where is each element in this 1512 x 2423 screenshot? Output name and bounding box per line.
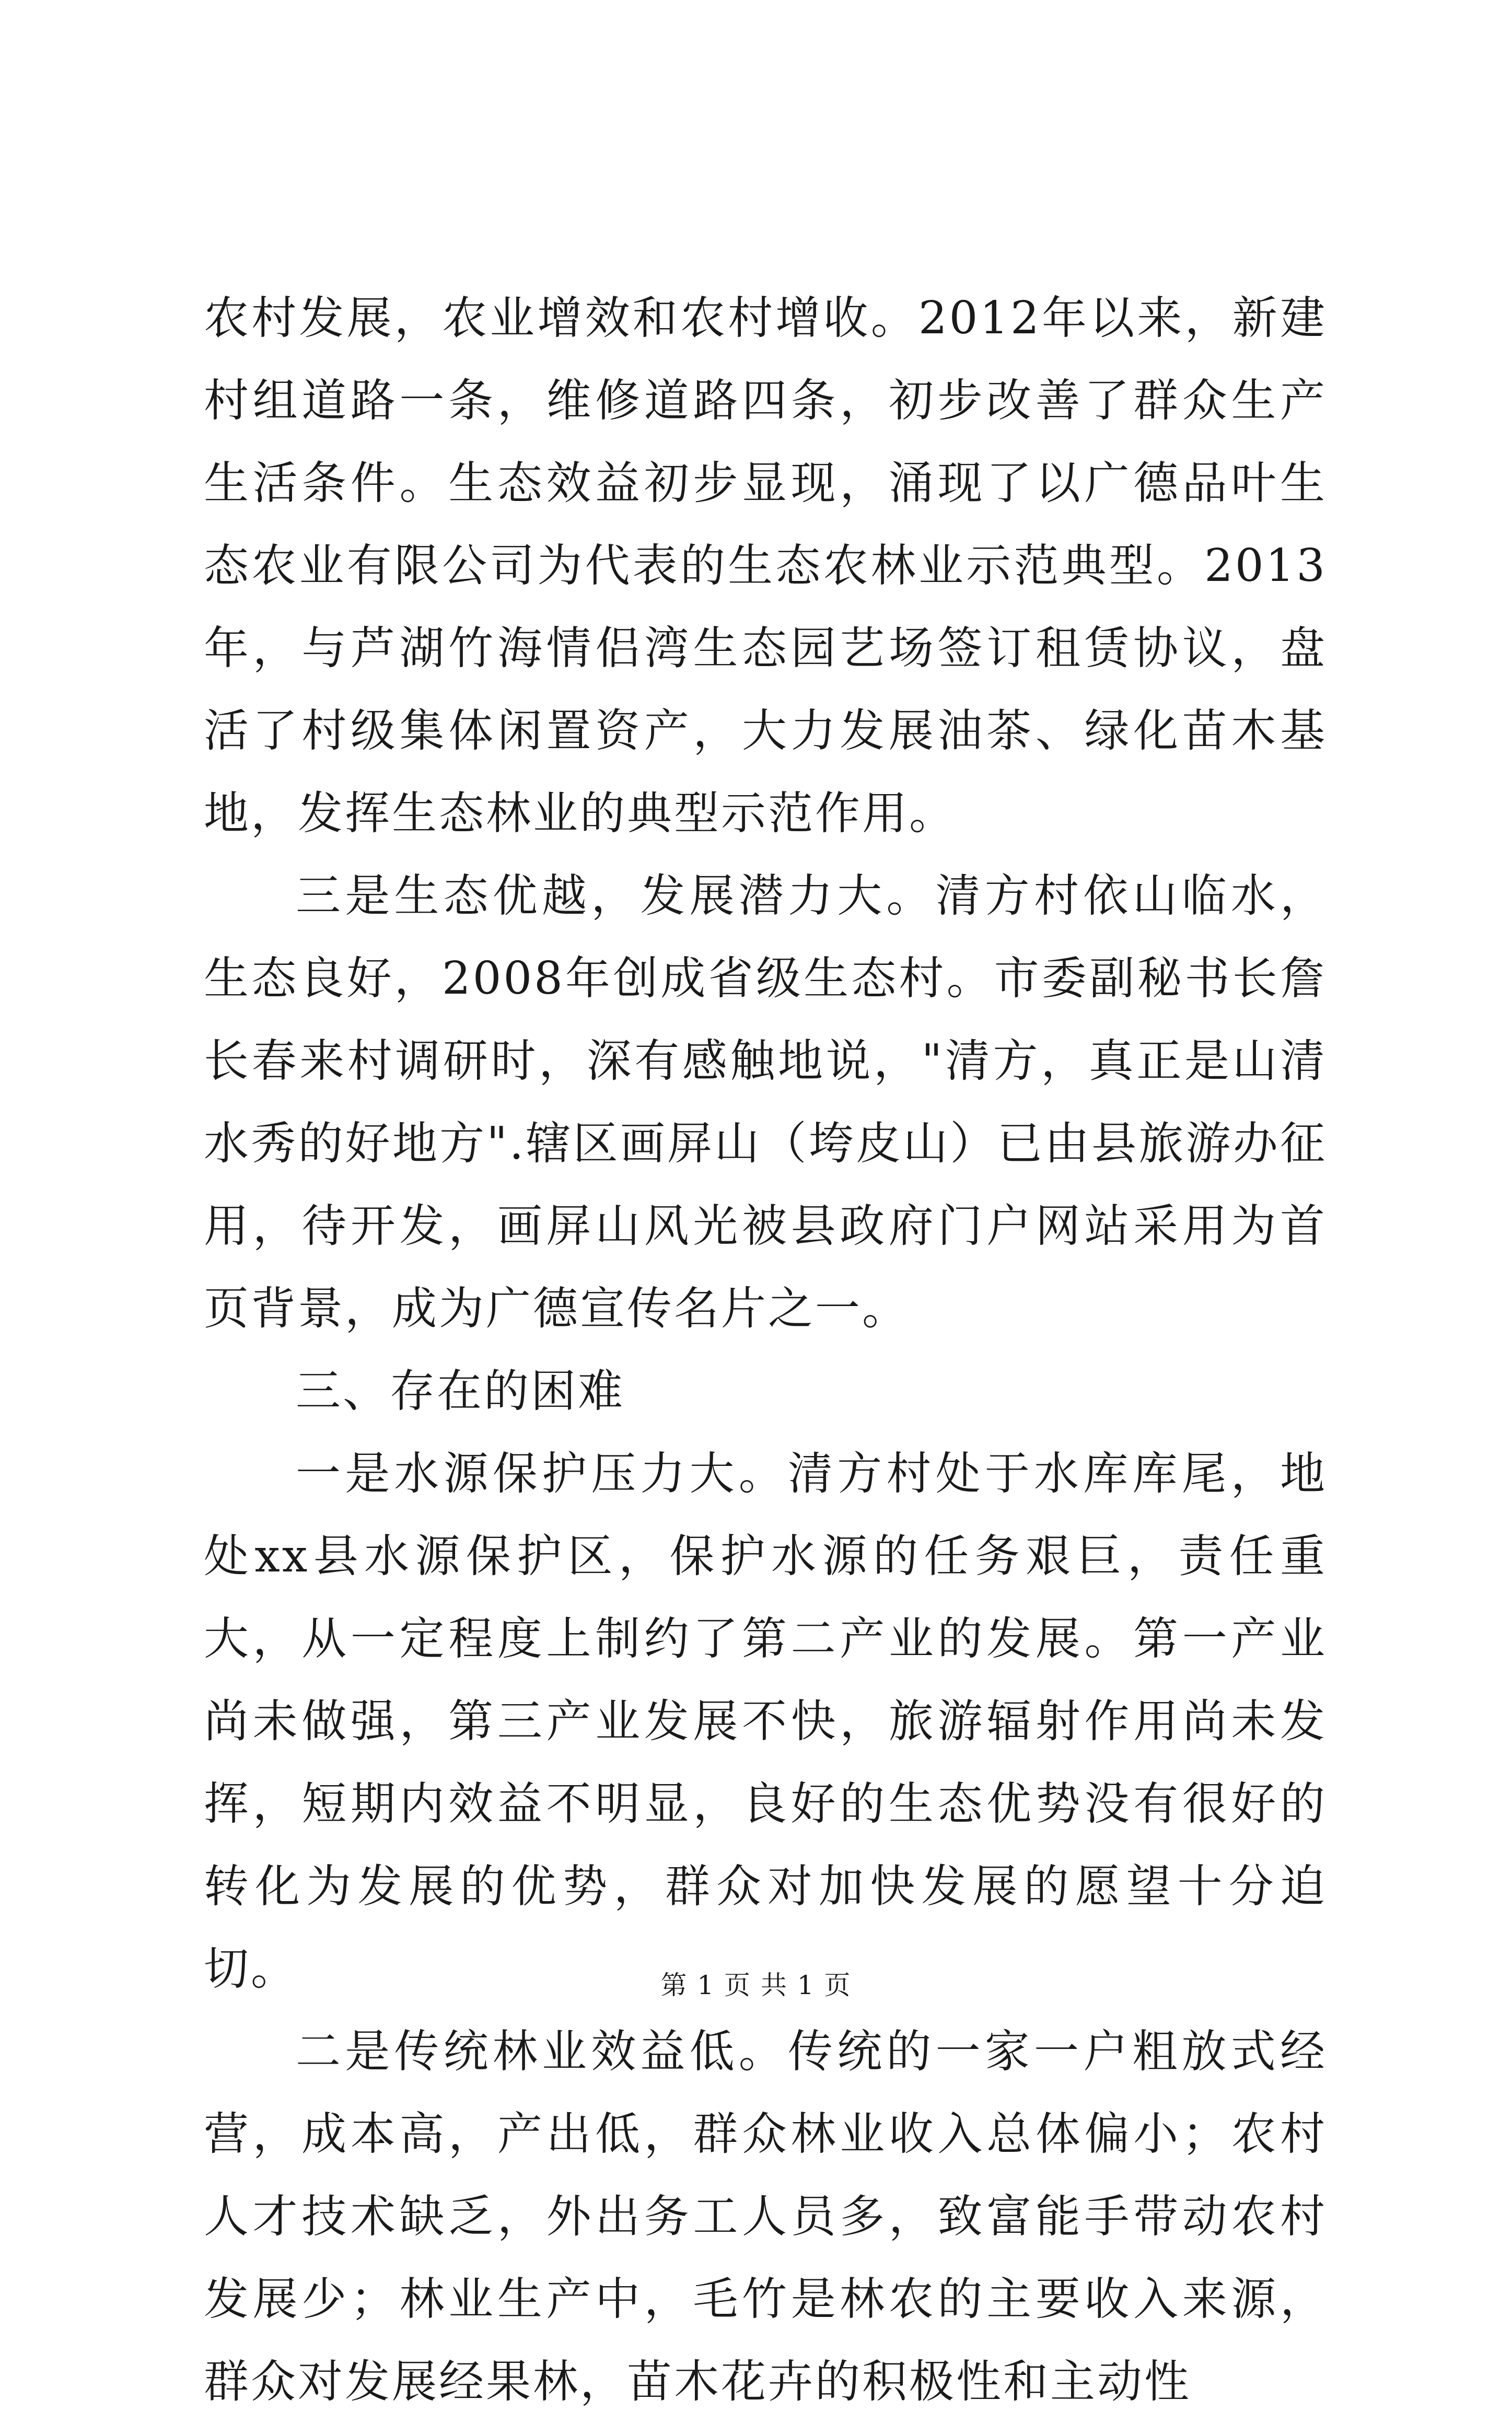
paragraph-forestry-efficiency: 二是传统林业效益低。传统的一家一户粗放式经营，成本高，产出低，群众林业收入总体偏小；农村人才技术缺乏，外出务工人员多，致富能手带动农村发展少；林业生产中，毛竹是林农的主要收入来源，群众对发展经果林，苗木花卉的积极性和主动性 bbox=[204, 2025, 1327, 2408]
document-body bbox=[204, 277, 1327, 2423]
paragraph-water-protection: 一是水源保护压力大。清方村处于水库库尾，地处xx县水源保护区，保护水源的任务艰巨，责任重大，从一定程度上制约了第二产业的发展。第一产业尚未做强，第三产业发展不快，旅游辐射作用尚未发挥，短期内效益不明显，良好的生态优势没有很好的转化为发展的优势，群众对加快发展的愿望十分迫切。 bbox=[204, 1448, 1327, 1995]
page-number-footer: 第 1 页 共 1 页 bbox=[660, 1970, 852, 2000]
section-heading-difficulties: 三、存在的困难 bbox=[296, 1365, 625, 1417]
paragraph-ecology-advantage: 三是生态优越，发展潜力大。清方村依山临水，生态良好，2008年创成省级生态村。市委副秘书长詹长春来村调研时，深有感触地说，"清方，真正是山清水秀的好地方".辖区画屏山（垮皮山）已由县旅游办征用，待开发，画屏山风光被县政府门户网站采用为首页背景，成为广德宣传名片之一。 bbox=[204, 870, 1327, 1335]
paragraph-continuation: 农村发展，农业增效和农村增收。2012年以来，新建村组道路一条，维修道路四条，初步改善了群众生产生活条件。生态效益初步显现，涌现了以广德品叶生态农业有限公司为代表的生态农林业示范典型。2013年，与芦湖竹海情侣湾生态园艺场签订租赁协议，盘活了村级集体闲置资产，大力发展油茶、绿化苗木基地，发挥生态林业的典型示范作用。 bbox=[204, 292, 1327, 840]
